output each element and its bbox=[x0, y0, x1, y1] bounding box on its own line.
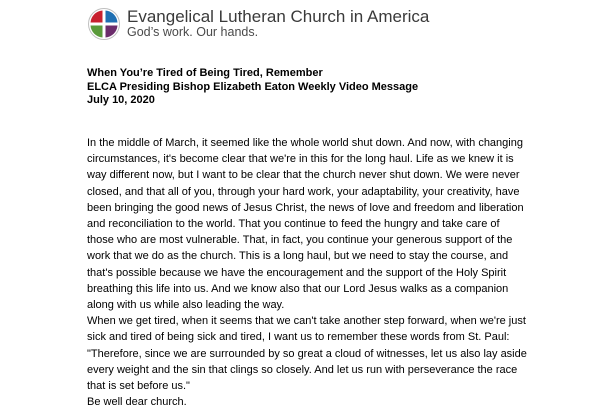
org-tagline: God’s work. Our hands. bbox=[127, 25, 259, 40]
message-body bbox=[87, 135, 527, 410]
elca-cross-logo-icon bbox=[87, 7, 121, 41]
message-subtitle: ELCA Presiding Bishop Elizabeth Eaton Weekly Video Message bbox=[87, 80, 419, 93]
body-paragraph-2: When we get tired, when it seems that we can't take another step forward, when we're just sick and tired of being sick and tired, I want us to remember these words from St. Paul: bbox=[87, 315, 526, 344]
logo-petal-bottom-right bbox=[106, 26, 118, 38]
org-header bbox=[87, 7, 429, 41]
body-paragraph-1: In the middle of March, it seemed like the whole world shut down. And now, with changing circumstances, it's become clear that we're in this for the long haul. Life as we knew it is way different now, but I want to be clear that the church never shut down. We were never closed, and that all of you, through your hard work, your adaptability, your creativity, have been bringing the good news of Jesus Christ, the news of love and freedom and liberation and reconciliation to the world. That you continue to feed the hungry and take care of those who are most vulnerable. That, in fact, you continue your generous support of the work that we do as the church. This is a long haul, but we need to stay the course, and that's possible because we have the encouragement and the support of the Holy Spirit breathing this life into us. And we know also that our Lord Jesus walks as a companion along with us while also leading the way. bbox=[87, 137, 524, 312]
logo-text bbox=[127, 8, 429, 40]
org-name: Evangelical Lutheran Church in America bbox=[127, 6, 430, 26]
message-date: July 10, 2020 bbox=[87, 94, 155, 106]
message-title: When You’re Tired of Being Tired, Remember bbox=[87, 67, 323, 79]
logo-petal-top-left bbox=[91, 11, 103, 23]
body-paragraph-4: Be well dear church. bbox=[87, 396, 187, 409]
logo-petal-top-right bbox=[106, 11, 118, 23]
logo-petal-bottom-left bbox=[91, 26, 103, 38]
message-meta bbox=[87, 67, 418, 108]
body-paragraph-3: "Therefore, since we are surrounded by so great a cloud of witnesses, let us also lay aside every weight and the sin that clings so closely. And let us run with perseverance the race that is set before us." bbox=[87, 347, 527, 393]
